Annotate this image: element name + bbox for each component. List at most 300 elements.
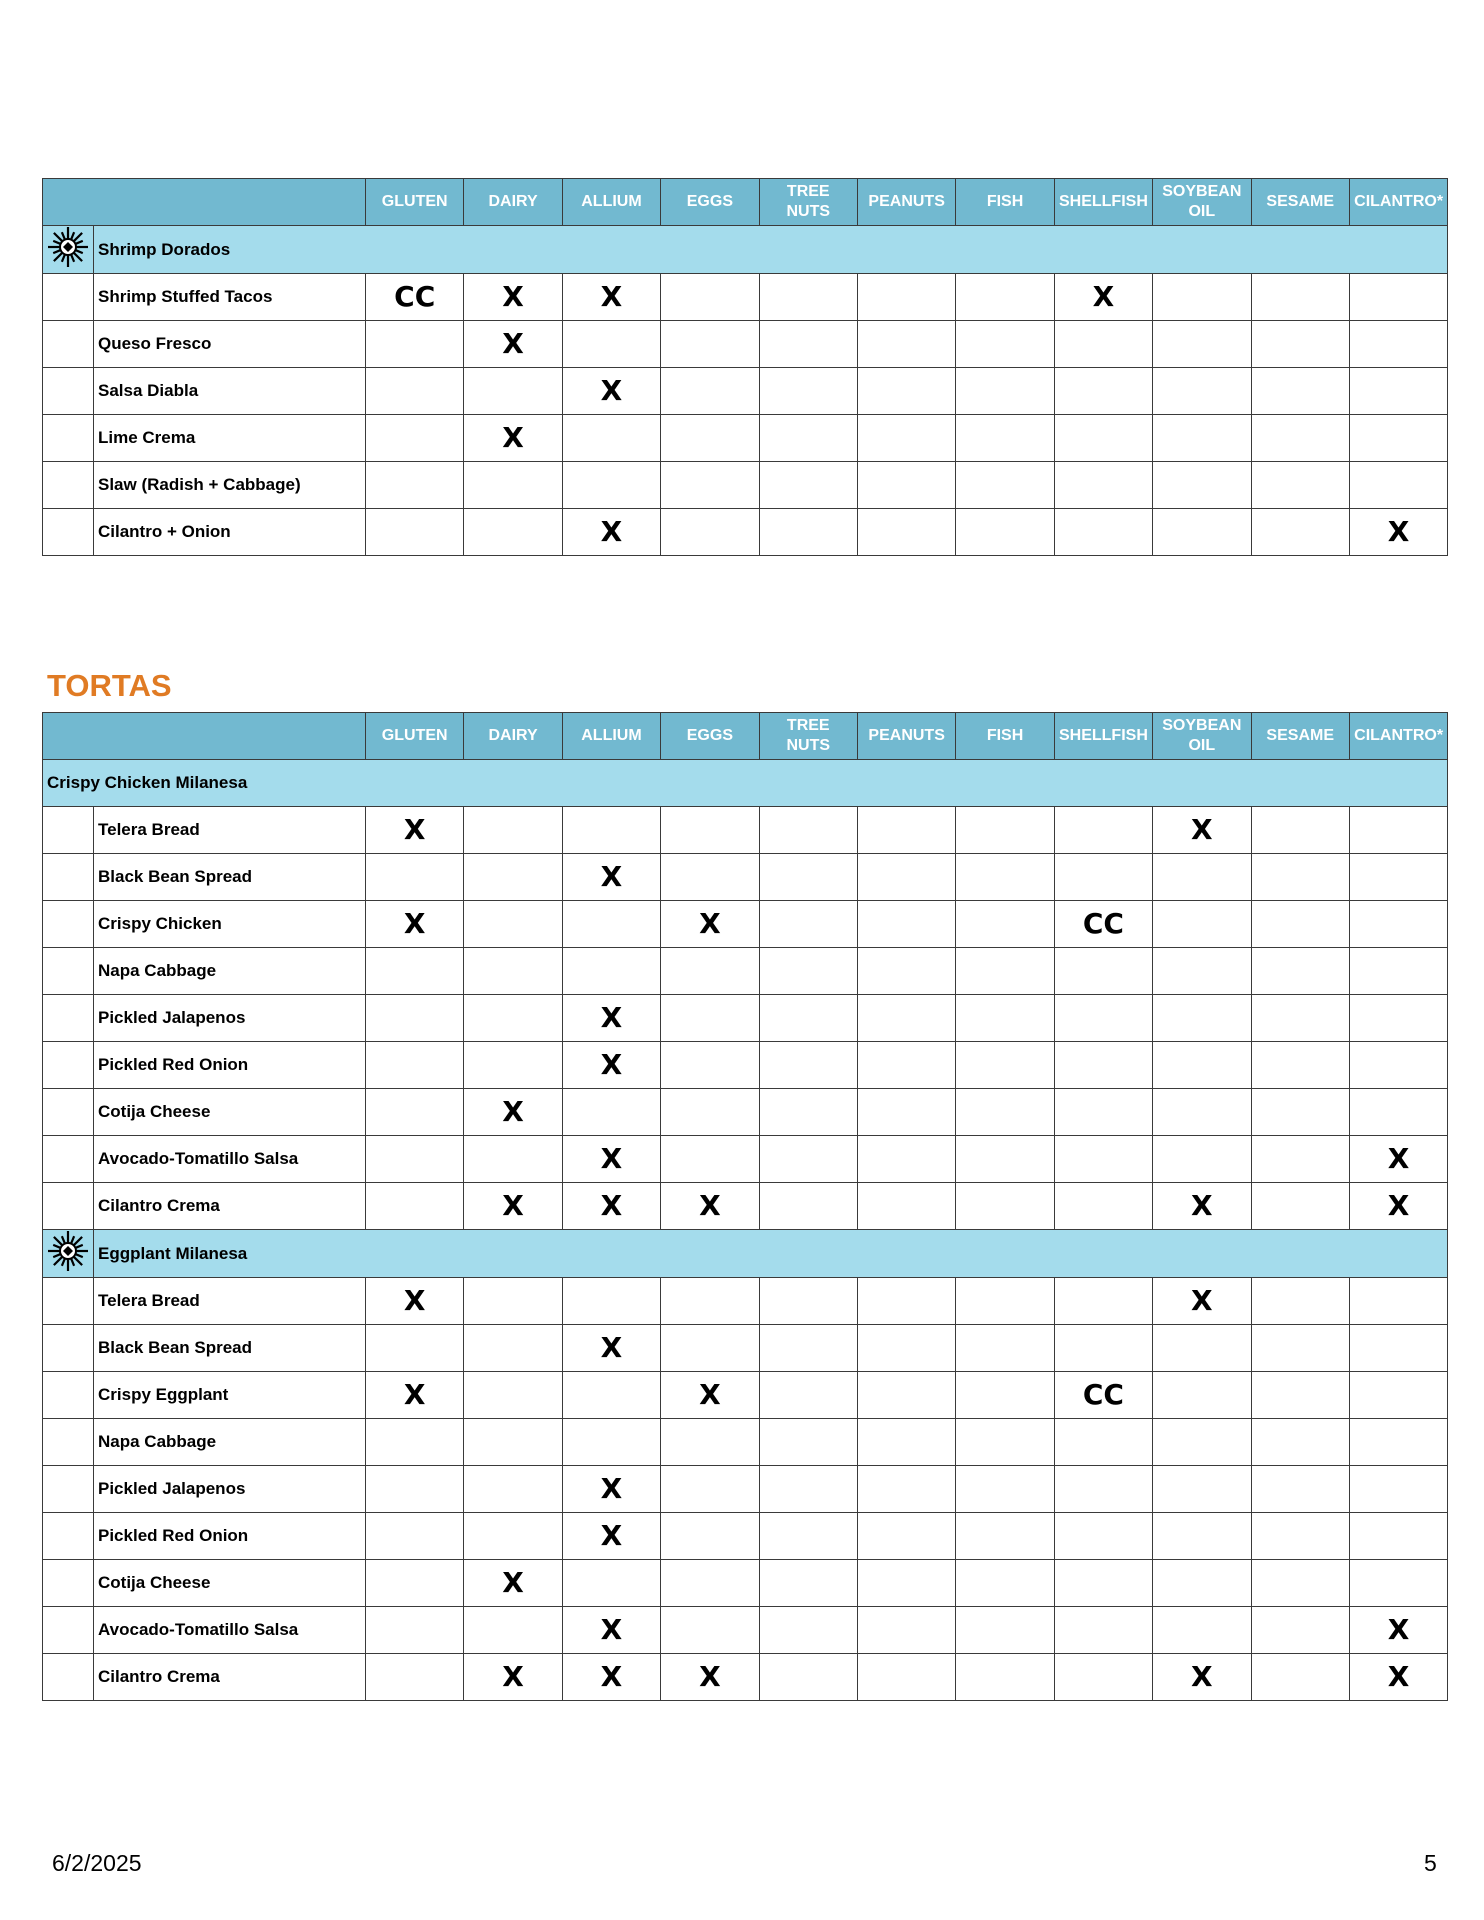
column-header-label: OIL	[1188, 203, 1216, 220]
allergen-cell	[562, 1278, 660, 1325]
allergen-cell	[562, 462, 660, 509]
allergen-cell	[366, 321, 464, 368]
allergen-cell	[661, 462, 759, 509]
allergen-cell	[759, 321, 857, 368]
allergen-cell	[956, 1089, 1054, 1136]
allergen-cell	[661, 854, 759, 901]
table-row	[43, 509, 1448, 556]
allergen-cell	[1349, 807, 1447, 854]
item-name: Lime Crema	[94, 415, 366, 462]
table-row	[43, 901, 1448, 948]
allergen-cell	[1153, 1372, 1251, 1419]
allergen-cell	[1153, 1607, 1251, 1654]
column-header-gluten	[366, 179, 464, 226]
allergen-cell	[1251, 948, 1349, 995]
allergen-cell	[562, 415, 660, 462]
allergen-cell	[1251, 1089, 1349, 1136]
item-name: Black Bean Spread	[94, 854, 366, 901]
allergen-cell: X	[366, 807, 464, 854]
allergen-cell	[857, 1183, 955, 1230]
item-name: Pickled Jalapenos	[94, 1466, 366, 1513]
item-name: Avocado-Tomatillo Salsa	[94, 1136, 366, 1183]
table-row	[43, 1560, 1448, 1607]
allergen-cell	[1349, 1466, 1447, 1513]
allergen-cell: X	[562, 509, 660, 556]
allergen-cell	[1251, 1325, 1349, 1372]
column-header-label: CILANTRO*	[1354, 727, 1444, 744]
row-spacer-cell	[43, 1325, 94, 1372]
table-row	[43, 1089, 1448, 1136]
allergen-cell	[1054, 462, 1152, 509]
allergen-cell	[1153, 1089, 1251, 1136]
allergen-cell: X	[661, 1183, 759, 1230]
allergen-cell	[661, 1466, 759, 1513]
allergen-cell	[1349, 1372, 1447, 1419]
item-name: Napa Cabbage	[94, 948, 366, 995]
allergen-cell	[956, 274, 1054, 321]
allergen-cell	[562, 1372, 660, 1419]
row-spacer-cell	[43, 1466, 94, 1513]
allergen-cell	[661, 1278, 759, 1325]
allergen-cell	[1153, 1560, 1251, 1607]
item-name: Black Bean Spread	[94, 1325, 366, 1372]
allergen-cell: X	[1153, 807, 1251, 854]
allergen-cell	[661, 509, 759, 556]
allergen-cell	[661, 1325, 759, 1372]
allergen-cell	[1054, 1042, 1152, 1089]
allergen-cell	[857, 1089, 955, 1136]
column-header-label: DAIRY	[488, 193, 538, 210]
allergen-cell	[956, 1607, 1054, 1654]
allergen-cell	[1349, 995, 1447, 1042]
allergen-cell: X	[1153, 1278, 1251, 1325]
allergen-cell	[661, 1042, 759, 1089]
allergen-cell	[956, 854, 1054, 901]
allergen-cell	[1251, 1136, 1349, 1183]
allergen-cell	[366, 415, 464, 462]
allergen-cell	[857, 854, 955, 901]
allergen-cell	[464, 1136, 562, 1183]
allergen-cell	[661, 368, 759, 415]
row-spacer-cell	[43, 1419, 94, 1466]
allergen-cell	[759, 854, 857, 901]
row-spacer-cell	[43, 901, 94, 948]
column-header-eggs	[661, 179, 759, 226]
column-header-allium	[562, 179, 660, 226]
allergen-cell	[464, 1325, 562, 1372]
allergen-cell	[1153, 1513, 1251, 1560]
allergen-cell	[956, 1325, 1054, 1372]
allergen-cell	[1349, 462, 1447, 509]
row-spacer-cell	[43, 807, 94, 854]
allergen-cell	[464, 995, 562, 1042]
table-row	[43, 948, 1448, 995]
allergen-cell	[857, 1325, 955, 1372]
allergen-cell	[1251, 1560, 1349, 1607]
column-header-fish	[956, 713, 1054, 760]
allergen-cell	[1251, 901, 1349, 948]
allergen-cell	[759, 1278, 857, 1325]
allergen-cell	[857, 1372, 955, 1419]
item-name: Slaw (Radish + Cabbage)	[94, 462, 366, 509]
column-header-label: SOYBEAN	[1162, 717, 1242, 734]
column-header-tree-nuts	[759, 179, 857, 226]
column-header-label: NUTS	[786, 737, 831, 754]
allergen-cell	[956, 368, 1054, 415]
row-spacer-cell	[43, 462, 94, 509]
table-row	[43, 274, 1448, 321]
table-row	[43, 1136, 1448, 1183]
table-row	[43, 995, 1448, 1042]
allergen-cell	[464, 462, 562, 509]
allergen-cell	[1054, 1136, 1152, 1183]
allergen-cell	[759, 1560, 857, 1607]
allergen-cell	[464, 509, 562, 556]
allergen-cell	[1251, 415, 1349, 462]
allergen-cell	[1054, 1089, 1152, 1136]
sun-medallion-icon	[47, 226, 89, 268]
allergen-cell	[366, 1419, 464, 1466]
group-name: Shrimp Dorados	[94, 226, 1448, 274]
allergen-cell	[661, 1513, 759, 1560]
allergen-cell	[1153, 415, 1251, 462]
row-spacer-cell	[43, 368, 94, 415]
allergen-cell	[661, 274, 759, 321]
row-spacer-cell	[43, 1136, 94, 1183]
allergen-cell	[1349, 1042, 1447, 1089]
header-row	[43, 179, 1448, 226]
allergen-cell	[857, 274, 955, 321]
allergen-cell: X	[1349, 1183, 1447, 1230]
allergen-cell	[857, 321, 955, 368]
allergen-cell	[1054, 1183, 1152, 1230]
allergen-cell	[562, 1560, 660, 1607]
row-spacer-cell	[43, 948, 94, 995]
allergen-cell	[661, 995, 759, 1042]
column-header-peanuts	[857, 179, 955, 226]
item-name: Salsa Diabla	[94, 368, 366, 415]
group-name: Crispy Chicken Milanesa	[43, 760, 1448, 807]
page-number: 5	[1424, 1850, 1437, 1876]
allergen-cell	[1349, 1419, 1447, 1466]
group-row	[43, 1230, 1448, 1278]
allergen-cell	[956, 901, 1054, 948]
allergen-cell	[759, 274, 857, 321]
allergen-cell	[956, 1513, 1054, 1560]
allergen-cell	[1153, 368, 1251, 415]
column-header-label: PEANUTS	[868, 727, 945, 744]
allergen-cell: X	[661, 1372, 759, 1419]
allergen-cell	[1251, 321, 1349, 368]
column-header-label: TREE	[786, 183, 830, 200]
column-header-label: SESAME	[1266, 727, 1334, 744]
allergen-cell: X	[562, 1607, 660, 1654]
allergen-cell	[1349, 1560, 1447, 1607]
column-header-sesame	[1251, 713, 1349, 760]
allergen-cell	[759, 1325, 857, 1372]
allergen-cell	[1251, 854, 1349, 901]
allergen-cell	[562, 1089, 660, 1136]
group-row	[43, 226, 1448, 274]
column-header-gluten	[366, 713, 464, 760]
allergen-cell	[1153, 948, 1251, 995]
allergen-cell: X	[562, 1513, 660, 1560]
column-header-eggs	[661, 713, 759, 760]
row-spacer-cell	[43, 321, 94, 368]
allergen-cell	[956, 1419, 1054, 1466]
allergen-cell: X	[366, 901, 464, 948]
column-header-label: DAIRY	[488, 727, 538, 744]
allergen-cell	[1349, 948, 1447, 995]
allergen-cell	[1153, 1419, 1251, 1466]
item-name: Shrimp Stuffed Tacos	[94, 274, 366, 321]
allergen-cell	[1251, 1654, 1349, 1701]
allergen-cell	[1251, 1607, 1349, 1654]
allergen-cell	[857, 1042, 955, 1089]
allergen-cell	[956, 1372, 1054, 1419]
allergen-cell: X	[464, 1089, 562, 1136]
allergen-cell	[759, 807, 857, 854]
column-header-soybean-oil	[1153, 179, 1251, 226]
column-header-label: GLUTEN	[381, 193, 448, 210]
allergen-cell	[1349, 1089, 1447, 1136]
allergen-cell	[464, 1042, 562, 1089]
allergen-cell	[562, 1419, 660, 1466]
column-header-shellfish	[1054, 713, 1152, 760]
column-header-label: TREE	[786, 717, 830, 734]
allergen-cell: X	[464, 321, 562, 368]
allergen-cell	[1054, 948, 1152, 995]
allergen-cell	[1054, 1560, 1152, 1607]
item-name: Avocado-Tomatillo Salsa	[94, 1607, 366, 1654]
allergen-cell	[661, 807, 759, 854]
sun-medallion-icon	[47, 1230, 89, 1272]
table-row	[43, 1278, 1448, 1325]
allergen-cell	[1054, 1466, 1152, 1513]
allergen-cell	[661, 415, 759, 462]
allergen-cell: X	[562, 1183, 660, 1230]
allergen-cell	[857, 901, 955, 948]
allergen-cell: X	[562, 1136, 660, 1183]
allergen-cell	[464, 948, 562, 995]
column-header-label: EGGS	[686, 727, 733, 744]
row-spacer-cell	[43, 415, 94, 462]
allergen-cell: X	[661, 1654, 759, 1701]
allergen-cell	[1349, 854, 1447, 901]
allergen-cell	[661, 1089, 759, 1136]
allergen-cell	[366, 1607, 464, 1654]
allergen-cell	[464, 1278, 562, 1325]
column-header-label: FISH	[986, 193, 1024, 210]
table-row	[43, 321, 1448, 368]
allergen-cell	[759, 368, 857, 415]
allergen-cell	[1054, 1325, 1152, 1372]
column-header-soybean-oil	[1153, 713, 1251, 760]
allergen-cell	[857, 1513, 955, 1560]
allergen-cell	[464, 901, 562, 948]
column-header-fish	[956, 179, 1054, 226]
row-spacer-cell	[43, 995, 94, 1042]
allergen-table-shrimp	[42, 178, 1448, 556]
column-header-label: SHELLFISH	[1058, 193, 1148, 210]
allergen-cell	[1251, 1278, 1349, 1325]
allergen-cell	[1251, 1183, 1349, 1230]
allergen-cell	[759, 462, 857, 509]
row-spacer-cell	[43, 509, 94, 556]
allergen-cell: X	[562, 1042, 660, 1089]
allergen-cell	[759, 1654, 857, 1701]
group-name: Eggplant Milanesa	[94, 1230, 1448, 1278]
allergen-cell	[1251, 274, 1349, 321]
allergen-cell: X	[1349, 509, 1447, 556]
column-header-label: SHELLFISH	[1058, 727, 1148, 744]
allergen-cell: X	[562, 1325, 660, 1372]
allergen-cell	[759, 1089, 857, 1136]
allergen-cell	[366, 509, 464, 556]
allergen-cell	[366, 1654, 464, 1701]
allergen-cell	[1153, 1136, 1251, 1183]
allergen-cell	[857, 462, 955, 509]
table-row	[43, 1372, 1448, 1419]
allergen-cell	[857, 1607, 955, 1654]
allergen-cell: X	[1349, 1654, 1447, 1701]
allergen-cell	[857, 1278, 955, 1325]
allergen-cell	[1054, 995, 1152, 1042]
allergen-cell	[1349, 1325, 1447, 1372]
allergen-cell	[1251, 995, 1349, 1042]
allergen-cell	[366, 368, 464, 415]
item-name: Crispy Eggplant	[94, 1372, 366, 1419]
footer-date: 6/2/2025	[52, 1850, 142, 1876]
row-spacer-cell	[43, 1278, 94, 1325]
column-header-label: ALLIUM	[581, 727, 642, 744]
allergen-cell	[1153, 462, 1251, 509]
allergen-cell: X	[1349, 1136, 1447, 1183]
allergen-cell	[1054, 1513, 1152, 1560]
column-header-dairy	[464, 179, 562, 226]
allergen-cell	[661, 1560, 759, 1607]
allergen-cell	[366, 1513, 464, 1560]
allergen-cell	[1251, 368, 1349, 415]
allergen-cell	[1349, 415, 1447, 462]
group-row	[43, 760, 1448, 807]
allergen-cell: X	[661, 901, 759, 948]
allergen-cell	[1251, 1419, 1349, 1466]
allergen-cell	[857, 948, 955, 995]
allergen-cell	[759, 995, 857, 1042]
allergen-cell	[661, 321, 759, 368]
allergen-cell	[1054, 415, 1152, 462]
row-spacer-cell	[43, 1607, 94, 1654]
allergen-cell	[661, 1607, 759, 1654]
table-row	[43, 1607, 1448, 1654]
row-spacer-cell	[43, 1560, 94, 1607]
allergen-cell	[1251, 1372, 1349, 1419]
allergen-cell	[464, 1607, 562, 1654]
column-header-shellfish	[1054, 179, 1152, 226]
allergen-cell	[759, 509, 857, 556]
allergen-cell	[759, 415, 857, 462]
allergen-cell	[1251, 509, 1349, 556]
allergen-cell	[956, 1654, 1054, 1701]
allergen-cell	[956, 1560, 1054, 1607]
allergen-cell	[1054, 807, 1152, 854]
item-name: Crispy Chicken	[94, 901, 366, 948]
allergen-cell	[366, 1136, 464, 1183]
column-header-label: SOYBEAN	[1162, 183, 1242, 200]
allergen-cell	[1153, 1042, 1251, 1089]
table-row	[43, 1513, 1448, 1560]
allergen-cell	[464, 1372, 562, 1419]
item-name: Pickled Red Onion	[94, 1513, 366, 1560]
header-blank-cell	[43, 179, 366, 226]
item-name: Cilantro Crema	[94, 1654, 366, 1701]
column-header-label: PEANUTS	[868, 193, 945, 210]
allergen-cell	[956, 995, 1054, 1042]
allergen-cell	[759, 901, 857, 948]
allergen-cell	[956, 1466, 1054, 1513]
allergen-cell	[857, 1136, 955, 1183]
allergen-cell	[1349, 321, 1447, 368]
allergen-cell: X	[562, 1654, 660, 1701]
allergen-cell: X	[366, 1278, 464, 1325]
allergen-cell	[1153, 901, 1251, 948]
allergen-cell	[464, 1466, 562, 1513]
allergen-cell	[562, 901, 660, 948]
allergen-cell: CC	[1054, 901, 1152, 948]
allergen-cell	[1349, 274, 1447, 321]
column-header-peanuts	[857, 713, 955, 760]
allergen-cell	[464, 1513, 562, 1560]
row-spacer-cell	[43, 854, 94, 901]
allergen-cell	[366, 1560, 464, 1607]
column-header-label: SESAME	[1266, 193, 1334, 210]
row-spacer-cell	[43, 1513, 94, 1560]
allergen-cell	[956, 1183, 1054, 1230]
allergen-cell	[857, 807, 955, 854]
allergen-cell	[759, 1372, 857, 1419]
allergen-cell	[1054, 321, 1152, 368]
allergen-cell	[661, 948, 759, 995]
column-header-label: FISH	[986, 727, 1024, 744]
allergen-cell	[857, 1560, 955, 1607]
allergen-cell	[464, 854, 562, 901]
header-blank-cell	[43, 713, 366, 760]
allergen-cell	[464, 1419, 562, 1466]
allergen-cell: X	[562, 274, 660, 321]
column-header-label: EGGS	[686, 193, 733, 210]
allergen-cell	[759, 1466, 857, 1513]
allergen-cell	[759, 1607, 857, 1654]
item-name: Cilantro Crema	[94, 1183, 366, 1230]
section-title-tortas: TORTAS	[47, 668, 172, 703]
allergen-cell	[956, 948, 1054, 995]
allergen-cell	[366, 1466, 464, 1513]
allergen-cell	[857, 1466, 955, 1513]
item-name: Telera Bread	[94, 807, 366, 854]
allergen-cell	[1153, 321, 1251, 368]
allergen-cell	[1153, 509, 1251, 556]
table-row	[43, 854, 1448, 901]
column-header-label: CILANTRO*	[1354, 193, 1444, 210]
allergen-cell	[661, 1419, 759, 1466]
allergen-cell	[1349, 1513, 1447, 1560]
column-header-label: OIL	[1188, 737, 1216, 754]
allergen-cell: X	[464, 415, 562, 462]
allergen-cell	[956, 807, 1054, 854]
allergen-cell	[857, 995, 955, 1042]
allergen-cell	[956, 1042, 1054, 1089]
